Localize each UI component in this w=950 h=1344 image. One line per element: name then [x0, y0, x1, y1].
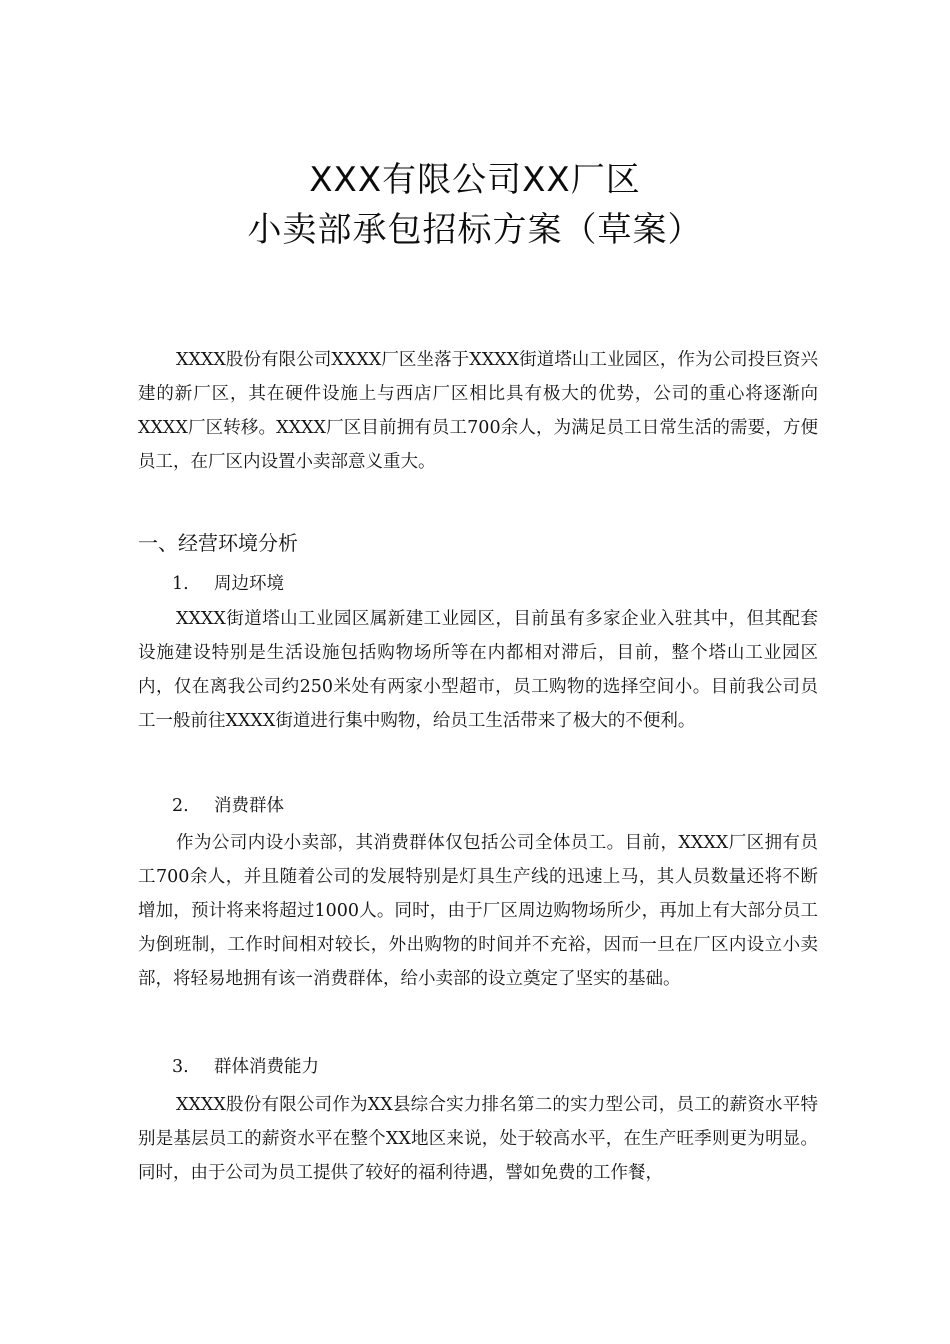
subsection-paragraph: 作为公司内设小卖部，其消费群体仅包括公司全体员工。目前，XXXX厂区拥有员工700余人，并且随着公司的发展特别是灯具生产线的迅速上马，其人员数量还将不断增加，预计将来将超过1000人。同时，由于厂区周边购物场所少，再加上有大部分员工为倒班制，工作时间相对较长，外出购物的时间并不充裕，因而一旦在厂区内设立小卖部，将轻易地拥有该一消费群体，给小卖部的设立奠定了坚实的基础。: [138, 833, 818, 989]
section-heading: 一、经营环境分析: [138, 531, 298, 555]
subsection-paragraph: XXXX股份有限公司作为XX县综合实力排名第二的实力型公司，员工的薪资水平特别是基层员工的薪资水平在整个XX地区来说，处于较高水平，在生产旺季则更为明显。同时，由于公司为员工提供了较好的福利待遇，譬如免费的工作餐，: [138, 1095, 818, 1183]
subsection-title: 周边环境: [214, 574, 284, 594]
subsection-number: 2.: [172, 796, 189, 816]
subsection-paragraph: XXXX街道塔山工业园区属新建工业园区，目前虽有多家企业入驻其中，但其配套设施建设特别是生活设施包括购物场所等在内都相对滞后，目前，整个塔山工业园区内，仅在离我公司约250米处有两家小型超市，员工购物的选择空间小。目前我公司员工一般前往XXXX街道进行集中购物，给员工生活带来了极大的不便利。: [138, 609, 818, 731]
subsection-title: 消费群体: [214, 796, 284, 816]
intro-paragraph: XXXX股份有限公司XXXX厂区坐落于XXXX街道塔山工业园区，作为公司投巨资兴建的新厂区，其在硬件设施上与西店厂区相比具有极大的优势，公司的重心将逐渐向XXXX厂区转移。XXXX厂区目前拥有员工700余人，为满足员工日常生活的需要，方便员工，在厂区内设置小卖部意义重大。: [138, 350, 818, 472]
document-title-line-2: 小卖部承包招标方案（草案）: [247, 210, 703, 250]
subsection-title: 群体消费能力: [214, 1057, 319, 1077]
subsection-heading: [172, 1050, 319, 1084]
subsection-heading: [172, 567, 284, 601]
document-title-line-1: XXX有限公司XX厂区: [309, 160, 641, 200]
subsection-heading: [172, 789, 284, 823]
subsection-number: 3.: [172, 1057, 189, 1077]
subsection-number: 1.: [172, 574, 189, 594]
